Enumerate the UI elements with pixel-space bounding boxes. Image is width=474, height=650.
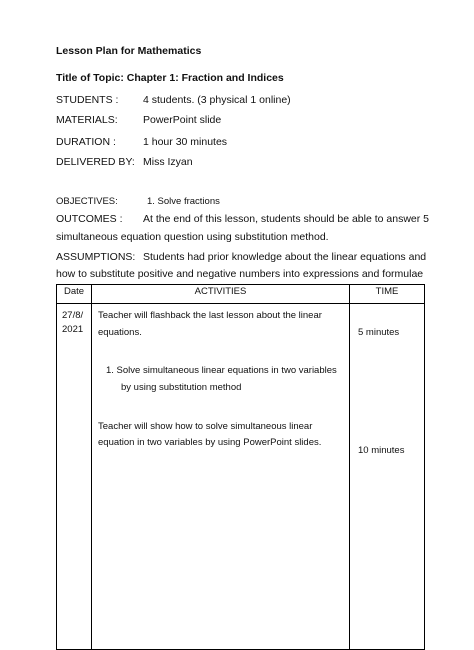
time-header: TIME [350,285,425,304]
delivered-by-value: Miss Izyan [143,156,193,168]
duration-label: DURATION : [56,136,116,148]
activities-header: ACTIVITIES [92,285,350,304]
activity-1-line-2: equations. [98,327,142,338]
activity-2-line-2: equation in two variables by using PowerPoint slides. [98,437,322,448]
document-title: Lesson Plan for Mathematics [56,45,202,57]
topic-title: Title of Topic: Chapter 1: Fraction and Indices [56,72,284,84]
delivered-by-label: DELIVERED BY: [56,156,135,168]
activities-cell [92,304,350,650]
objectives-label: OBJECTIVES: [56,196,118,207]
table-row [57,304,425,650]
activity-1-line-1: Teacher will flashback the last lesson about the linear [98,310,322,321]
time-2: 10 minutes [358,445,405,456]
activity-2-line-1: Teacher will show how to solve simultaneous linear [98,421,313,432]
activities-table [56,284,425,650]
list-item-line-1: 1. Solve simultaneous linear equations in two variables [106,365,337,376]
date-cell: 27/8/2021 [57,304,92,650]
materials-value: PowerPoint slide [143,114,222,126]
duration-value: 1 hour 30 minutes [143,136,228,148]
assumptions-line-2: how to substitute positive and negative numbers into expressions and formulae [56,268,424,280]
list-item-line-2: by using substitution method [121,382,242,393]
time-cell [350,304,425,650]
objectives-value: 1. Solve fractions [147,196,220,207]
outcomes-line-2: simultaneous equation question using substitution method. [56,231,329,243]
assumptions-line-1: Students had prior knowledge about the linear equations and [143,251,427,263]
students-label: STUDENTS : [56,94,119,106]
outcomes-line-1: At the end of this lesson, students should be able to answer 5 [143,213,430,225]
outcomes-label: OUTCOMES : [56,213,123,225]
students-value: 4 students. (3 physical 1 online) [143,94,291,106]
date-header: Date [57,285,92,304]
time-1: 5 minutes [358,327,400,338]
assumptions-label: ASSUMPTIONS: [56,251,136,263]
table-header-row [57,285,425,304]
materials-label: MATERIALS: [56,114,118,126]
